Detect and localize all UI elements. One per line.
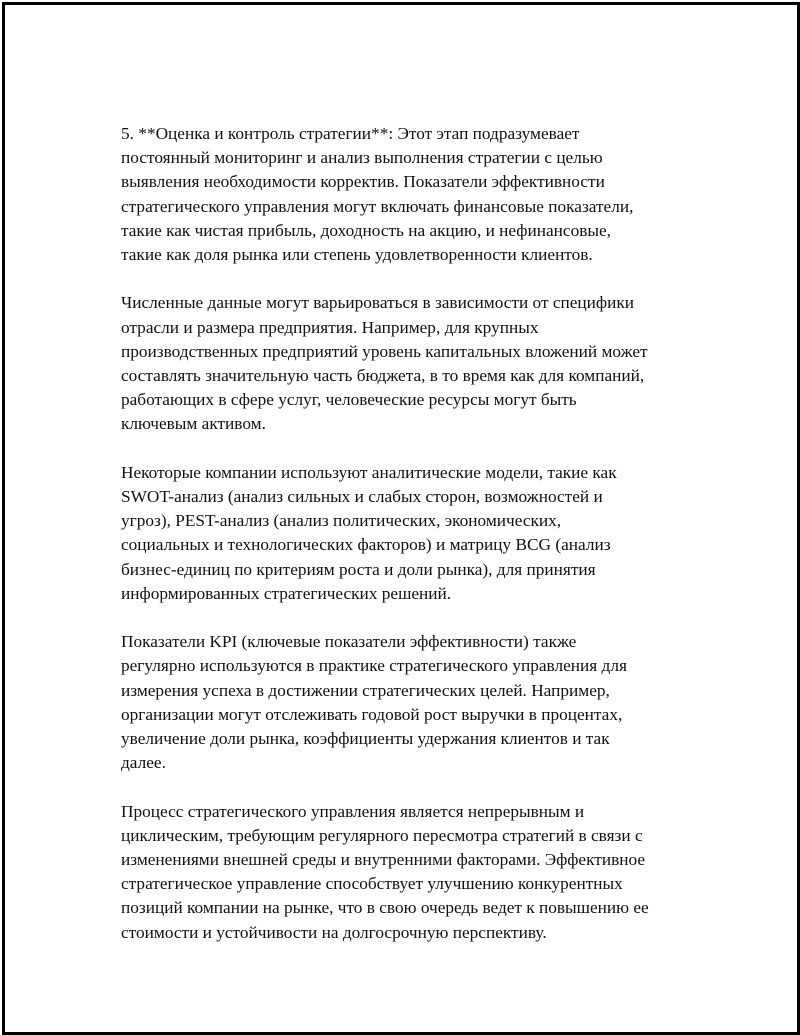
document-body [121,122,695,969]
paragraph-analytical-models: Некоторые компании используют аналитические модели, такие как SWOT-анализ (анализ сильных и слабых сторон, возможностей и угроз), PEST-анализ (анализ политических, экономических, социальных и технологических факторов) и матрицу BCG (анализ бизнес-единиц по критериям роста и доли рынка), для принятия информированных стратегических решений. [121,462,617,603]
paragraph-numerical-data: Численные данные могут варьироваться в зависимости от специфики отрасли и размера предприятия. Например, для крупных производственных предприятий уровень капитальных вложений может составлять значительную часть бюджета, в то время как для компаний, работающих в сфере услуг, человеческие ресурсы могут быть ключевым активом. [121,293,648,434]
paragraph-management-process: Процесс стратегического управления является непрерывным и циклическим, требующим регулярного пересмотра стратегий в связи с изменениями внешней среды и внутренними факторами. Эффективное стратегическое управление способствует улучшению конкурентных позиций компании на рынке, что в свою очередь ведет к повышению ее стоимости и устойчивости на долгосрочную перспективу. [121,801,649,942]
page-frame [2,2,800,1035]
paragraph-strategy-evaluation: 5. **Оценка и контроль стратегии**: Этот этап подразумевает постоянный мониторинг и анализ выполнения стратегии с целью выявления необходимости корректив. Показатели эффективности стратегического управления могут включать финансовые показатели, такие как чистая прибыль, доходность на акцию, и нефинансовые, такие как доля рынка или степень удовлетворенности клиентов. [121,124,634,265]
paragraph-kpi: Показатели KPI (ключевые показатели эффективности) также регулярно используются в практике стратегического управления для измерения успеха в достижении стратегических целей. Например, организации могут отслеживать годовой рост выручки в процентах, увеличение доли рынка, коэффициенты удержания клиентов и так далее. [121,632,627,773]
